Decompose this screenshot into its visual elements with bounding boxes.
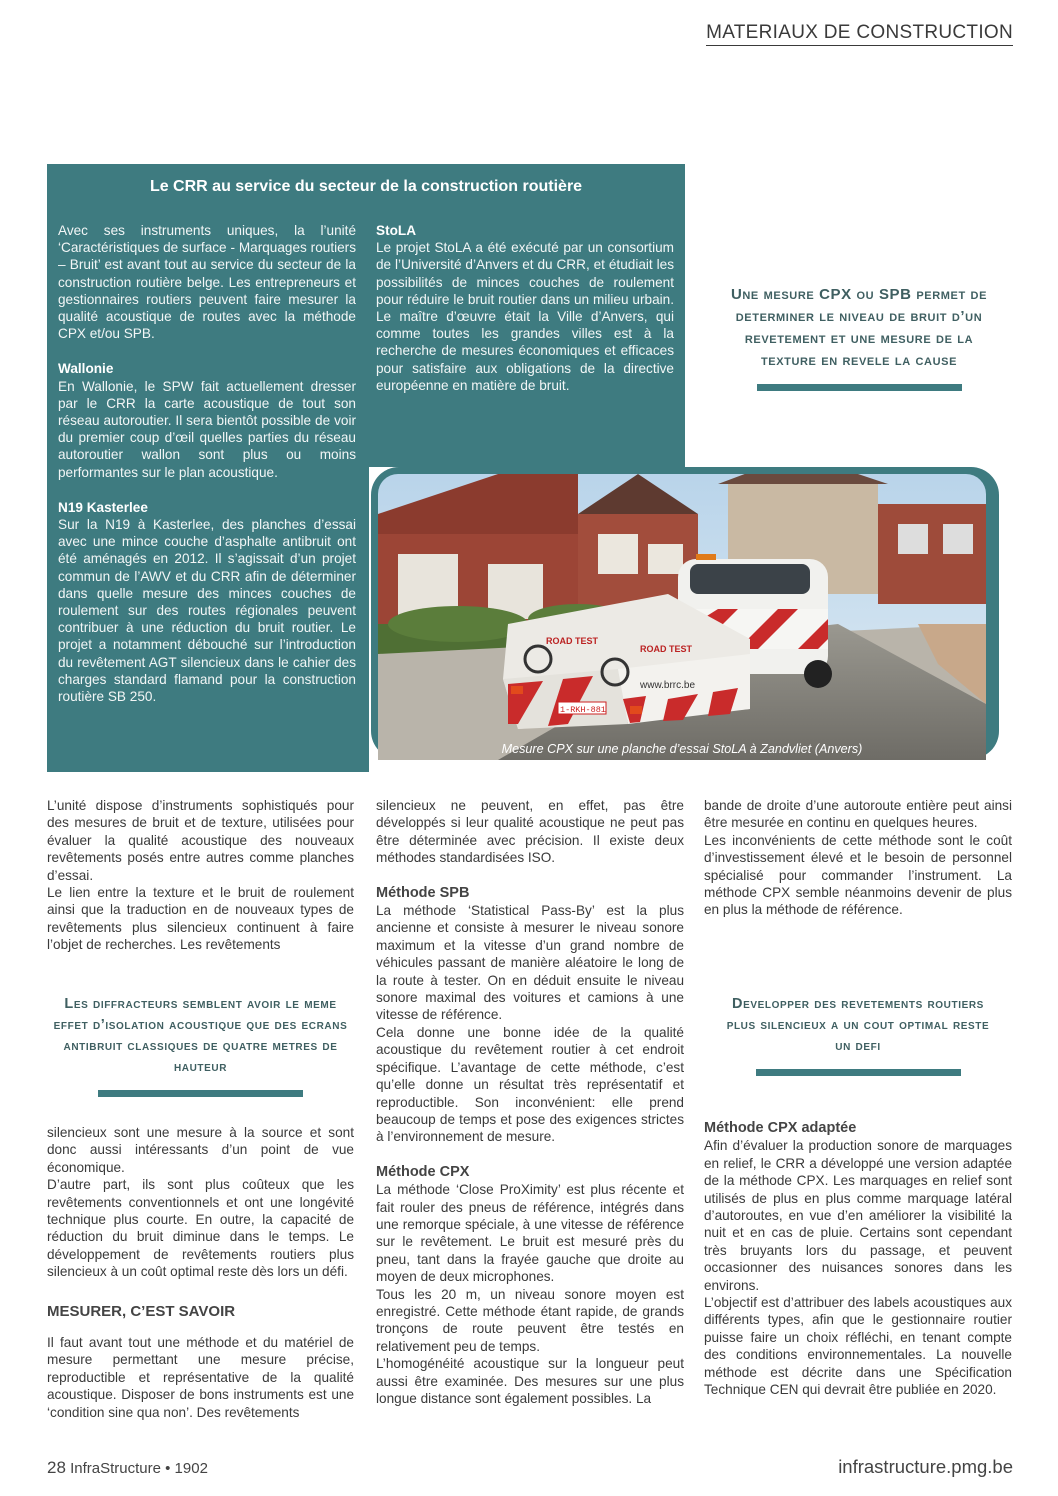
- photo-cpx-measurement: [378, 474, 986, 760]
- trailer-url: www.brrc.be: [640, 680, 696, 691]
- col1-paragraph-4: D’autre part, ils sont plus coûteux que les revêtements conventionnels et ont une longévité technique plus courte. En outre, la capacité de réduction du bruit diminue dans le temps. Le développement de revêtements routiers plus silencieux à un coût optimal reste dès lors un défi.: [47, 1177, 354, 1280]
- heading-mesurer: MESURER, C’EST SAVOIR: [47, 1302, 236, 1320]
- n19-text: Sur la N19 à Kasterlee, des planches d’essai avec une mince couche d’asphalte antibruit ont été aménagés en 2012. Il s’agissait d’un projet commun de l’AWV et du CRR afin de déterminer dans quelle mesure des minces couches de roulement sur des routes régionales peuvent contribuer à une réduction du bruit routier. Le projet a notamment débouché sur l’introduction du revêtement AGT silencieux dans le cahier des charges standard flamand pour la construction routière SB 250.: [58, 517, 356, 705]
- wallonie-text: En Wallonie, le SPW fait actuellement dresser par le CRR la carte acoustique de tout son réseau autoroutier. Il sera bientôt possible de voir du premier coup d’œil quelles parties du réseau autoroutier wallon sont plus ou moins performantes sur le plan acoustique.: [58, 378, 356, 480]
- heading-cpx-adaptee: Méthode CPX adaptée: [704, 1120, 857, 1136]
- col3-paragraph-2: Les inconvénients de cette méthode sont le coût d’investissement élevé et le besoin de personnel spécialisé pour commander l’instrument. La méthode CPX semble néanmoins devenir de plus en plus la méthode de référence.: [704, 832, 1012, 918]
- cpx-paragraph-1: La méthode ‘Close ProXimity’ est plus récente et fait rouler des pneus de référence, intégrés dans une remorque spéciale, à une vitesse de référence sur le revêtement. Le bruit est mesuré près du pneu, tant dans la frayée gauche que droite au moyen de deux microphones.: [376, 1182, 684, 1285]
- pull-quote-bar: [757, 384, 962, 391]
- footer-url-link[interactable]: infrastructure.pmg.be: [838, 1456, 1013, 1477]
- pull-quote-diffracteurs-text: Les diffracteurs semblent avoir le meme effet d’isolation acoustique que des ecrans antibruit classiques de quatre metres de hauteur: [53, 996, 348, 1075]
- n19-heading: N19 Kasterlee: [58, 499, 148, 515]
- trailer-label-right: ROAD TEST: [640, 644, 693, 654]
- column-1-bottom: [47, 1124, 354, 1421]
- column-3-bottom: [704, 1120, 1012, 1399]
- trailer-label-left: ROAD TEST: [546, 636, 599, 646]
- info-box-title: Le CRR au service du secteur de la construction routière: [149, 178, 583, 195]
- wallonie-heading: Wallonie: [58, 361, 114, 377]
- heading-methode-spb: Méthode SPB: [376, 884, 470, 901]
- pull-quote-diffracteurs: [47, 994, 354, 1097]
- cpx-paragraph-2: Tous les 20 m, un niveau sonore moyen est enregistré. Cette méthode étant rapide, de grands tronçons de route peuvent être testés en relativement peu de temps.: [376, 1286, 684, 1354]
- column-3-top: [704, 797, 1012, 919]
- heading-methode-cpx: Méthode CPX: [376, 1163, 470, 1180]
- col3-paragraph-3: Afin d’évaluer la production sonore de marquages en relief, le CRR a développé une version adaptée de la méthode CPX. Les marquages en relief sont utilisés de plus en plus comme marquage latéral d’autoroutes, en vue d’en améliorer la visibilité la nuit et en cas de pluie. Certains sont cependant très bruyants lors du passage, et peuvent occasionner des nuisances sonores dans les environs.: [704, 1138, 1012, 1293]
- photo-illustration: [378, 474, 986, 760]
- pull-quote-text: Une mesure CPX ou SPB permet de determiner le niveau de bruit d’un revetement et une mesure de la texture en revele la cause: [730, 286, 988, 369]
- pull-quote-developper-text: Developper des revetements routiers plus silencieux a un cout optimal reste un defi: [726, 996, 990, 1054]
- col1-paragraph-5: Il faut avant tout une méthode et du matériel de mesure permettant une mesure précise, reproductible et représentative de la qualité acoustique. Disposer de bons instruments est une ‘condition sine qua non’. Des revêtements: [47, 1335, 354, 1420]
- license-plate: 1-RKH-881: [560, 705, 606, 715]
- photo-caption: Mesure CPX sur une planche d’essai StoLA à Zandvliet (Anvers): [501, 742, 863, 756]
- info-box-middle-column: [376, 222, 674, 394]
- pull-quote-developper: [704, 994, 1012, 1076]
- col1-paragraph-2: Le lien entre la texture et le bruit de roulement ainsi que la traduction en de nouveaux types de revêtements plus silencieux continuent à faire l’objet de recherches. Les revêtements: [47, 885, 354, 953]
- col2-paragraph-1: silencieux ne peuvent, en effet, pas être développés si leur qualité acoustique ne peut pas être déterminée avec précision. Il existe deux méthodes standardisées ISO.: [376, 798, 684, 866]
- stola-text: Le projet StoLA a été exécuté par un consortium de l’Université d’Anvers et du CRR, et étudiait les possibilités de minces couches de roulement pour réduire le bruit routier dans un milieu urbain. Le maître d’œuvre était la Ville d’Anvers, qui comme toutes les grandes villes est à la recherche de mesures économiques et efficaces pour satisfaire aux obligations de la directive européenne en matière de bruit.: [376, 240, 674, 393]
- col1-paragraph-3: silencieux sont une mesure à la source et sont donc aussi intéressants d’un point de vue économique.: [47, 1125, 354, 1175]
- column-2: [376, 797, 684, 1407]
- pull-quote-cpx-spb: [723, 284, 995, 391]
- info-box-intro: Avec ses instruments uniques, la l’unité ‘Caractéristiques de surface - Marquages routiers – Bruit’ est avant tout au service du secteur de la construction routière belge. Les entrepreneurs et gestionnaires routiers peuvent faire mesurer la qualité acoustique de routes avec la méthode CPX et/ou SPB.: [58, 223, 356, 342]
- spb-paragraph-1: La méthode ‘Statistical Pass-By’ est la plus ancienne et consiste à mesurer le niveau sonore maximum et la vitesse d’un grand nombre de véhicules passant de manière aléatoire le long de la route à tester. On en déduit ensuite le niveau sonore maximal des voitures et camions à une vitesse de référence.: [376, 903, 684, 1023]
- page-number: 28: [47, 1458, 66, 1477]
- pull-quote-diffracteurs-bar: [98, 1090, 303, 1097]
- stola-heading: StoLA: [376, 223, 417, 238]
- footer-left: [47, 1458, 208, 1478]
- col3-paragraph-1: bande de droite d’une autoroute entière peut ainsi être mesurée en continu en quelques heures.: [704, 798, 1012, 831]
- section-title: MATERIAUX DE CONSTRUCTION: [706, 22, 1013, 46]
- magazine-name: InfraStructure • 1902: [70, 1460, 208, 1477]
- col3-paragraph-4: L’objectif est d’attribuer des labels acoustiques aux différents types, afin que le gestionnaire routier puisse faire un choix réfléchi, en tenant compte des conditions environnementales. La nouvelle méthode est décrite dans une Spécification Technique CEN qui devrait être publiée en 2020.: [704, 1295, 1012, 1398]
- pull-quote-developper-bar: [756, 1069, 961, 1076]
- info-box-left-column: [58, 222, 356, 705]
- cpx-paragraph-3: L’homogénéité acoustique sur la longueur peut aussi être examinée. Des mesures sur une plus longue distance sont également possibles. La: [376, 1356, 684, 1406]
- col1-paragraph-1: L’unité dispose d’instruments sophistiqués pour des mesures de bruit et de texture, utilisées pour évaluer la qualité acoustique des nouveaux revêtements posés entre autres comme planches d’essai.: [47, 798, 354, 883]
- column-1-top: [47, 797, 354, 954]
- spb-paragraph-2: Cela donne une bonne idée de la qualité acoustique du revêtement routier à cet endroit spécifique. L’avantage de cette méthode, c’est qu’elle donne un résultat très représentatif et reproductible. Son inconvénient: elle prend beaucoup de temps et pose des exigences strictes à l’environnement de mesure.: [376, 1024, 684, 1145]
